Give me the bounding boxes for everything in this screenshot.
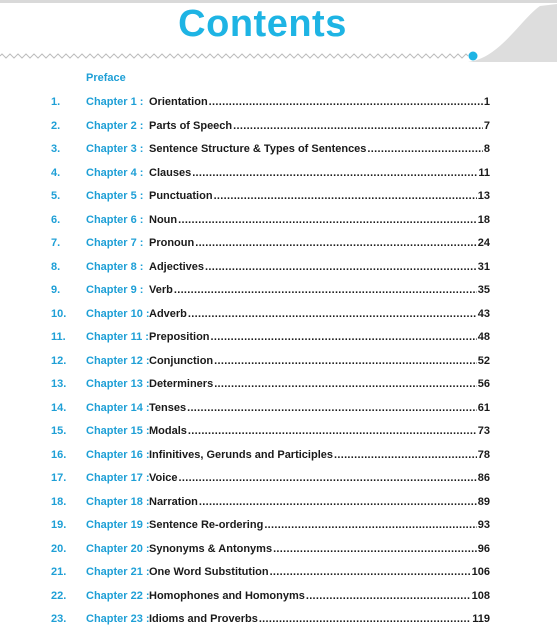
entry-topic: Clauses [149,166,192,179]
entry-line [149,118,490,134]
entry-chapter: Chapter 5 : [86,190,144,202]
entry-page: 13 [477,190,490,202]
dot-leader [259,611,471,627]
entry-chapter: Chapter 2 : [86,119,144,132]
dot-leader [179,470,477,486]
toc-entry [0,165,557,181]
entry-line [149,259,490,275]
entry-topic: Voice [149,472,178,484]
entry-line [149,611,490,627]
dot-leader [214,188,477,204]
entry-number: 5. [51,190,61,202]
entry-chapter: Chapter 16 : [86,448,150,461]
dot-leader [367,141,482,157]
entry-number: 3. [51,143,61,155]
entry-number: 9. [51,284,61,296]
entry-line [149,94,490,110]
dot-leader [205,259,477,275]
entry-number: 6. [51,213,61,226]
entry-page: 48 [477,331,490,343]
entry-line [149,235,490,251]
entry-number: 23. [51,613,67,625]
entry-line [149,329,490,345]
entry-chapter: Chapter 1 : [86,96,144,108]
dot-leader [174,282,477,298]
entry-topic: Synonyms & Antonyms [149,542,273,555]
entry-number: 18. [51,495,67,508]
dot-leader [214,376,477,392]
entry-page: 93 [477,519,490,531]
entry-page: 73 [477,425,490,437]
entry-chapter: Chapter 12 : [86,354,150,367]
entry-chapter: Chapter 3 : [86,143,144,155]
entry-topic: Modals [149,425,187,437]
entry-number: 22. [51,589,67,602]
dot-leader [178,212,477,228]
entry-line [149,588,490,604]
entry-topic: Sentence Re-ordering [149,519,264,531]
entry-line [149,306,490,322]
entry-chapter: Chapter 20 : [86,542,150,555]
entry-chapter: Chapter 21 : [86,566,150,578]
entry-page: 89 [477,495,490,508]
entry-number: 14. [51,401,67,414]
entry-chapter: Chapter 23 : [86,613,150,625]
entry-topic: Infinitives, Gerunds and Participles [149,448,333,461]
entry-chapter: Chapter 22 : [86,589,150,602]
toc-entry [0,588,557,604]
entry-page: 11 [478,166,490,179]
entry-chapter: Chapter 14 : [86,401,150,414]
entry-page: 78 [477,448,490,461]
entry-page: 7 [483,119,490,132]
entry-page: 18 [477,213,490,226]
dot-leader [209,94,483,110]
entry-page: 35 [477,284,490,296]
entry-line [149,141,490,157]
dot-leader [187,400,477,416]
entry-page: 108 [471,589,490,602]
dot-leader [214,353,477,369]
entry-topic: Tenses [149,401,187,414]
entry-chapter: Chapter 6 : [86,213,144,226]
entry-line [149,376,490,392]
entry-line [149,165,490,181]
toc-entry [0,118,557,134]
entry-topic: Pronoun [149,237,195,249]
entry-chapter: Chapter 13 : [86,378,150,390]
dot-leader [199,494,477,510]
entry-page: 1 [483,96,490,108]
entry-page: 61 [477,401,490,414]
entry-number: 12. [51,354,67,367]
page-title: Contents [178,3,347,45]
dot-leader [188,306,477,322]
entry-number: 4. [51,166,61,179]
toc-entry [0,611,557,627]
entry-page: 43 [477,307,490,320]
entry-chapter: Chapter 19 : [86,519,150,531]
entry-line [149,423,490,439]
entry-page: 52 [477,354,490,367]
toc-entry [0,517,557,533]
entry-line [149,282,490,298]
entry-chapter: Chapter 9 : [86,284,144,296]
toc-entry [0,282,557,298]
entry-topic: Idioms and Proverbs [149,613,258,625]
entry-topic: Punctuation [149,190,213,202]
entry-number: 11. [51,331,66,343]
entry-line [149,400,490,416]
entry-page: 96 [477,542,490,555]
entry-page: 56 [477,378,490,390]
entry-line [149,470,490,486]
toc-entry [0,259,557,275]
entry-page: 31 [477,260,490,273]
toc-entry [0,235,557,251]
toc-entry [0,494,557,510]
blue-dot-icon [469,52,478,61]
dot-leader [306,588,471,604]
entry-topic: Parts of Speech [149,119,233,132]
dot-leader [211,329,477,345]
dot-leader [270,564,471,580]
wavy-border [0,54,468,58]
entry-line [149,517,490,533]
dot-leader [334,447,477,463]
entry-topic: Conjunction [149,354,214,367]
entry-chapter: Chapter 18 : [86,495,150,508]
toc-entry [0,94,557,110]
toc-entry [0,188,557,204]
entry-number: 15. [51,425,67,437]
dot-leader [233,118,483,134]
preface-label: Preface [86,72,126,84]
toc-entry [0,541,557,557]
entry-number: 20. [51,542,67,555]
toc-entry [0,400,557,416]
entry-line [149,212,490,228]
toc-entry [0,376,557,392]
toc-entry [0,329,557,345]
entry-chapter: Chapter 7 : [86,237,144,249]
toc-entry [0,564,557,580]
entry-number: 21. [51,566,67,578]
entry-topic: One Word Substitution [149,566,269,578]
entry-page: 106 [471,566,490,578]
dot-leader [192,165,477,181]
entry-number: 17. [51,472,67,484]
entry-topic: Determiners [149,378,214,390]
entry-line [149,494,490,510]
entry-number: 1. [51,96,61,108]
dot-leader [195,235,477,251]
entry-topic: Homophones and Homonyms [149,589,305,602]
entry-number: 16. [51,448,67,461]
toc-entry [0,470,557,486]
entry-line [149,541,490,557]
entry-number: 8. [51,260,61,273]
toc-entry [0,141,557,157]
entry-topic: Orientation [149,96,208,108]
entry-page: 86 [477,472,490,484]
entry-chapter: Chapter 4 : [86,166,144,179]
entry-chapter: Chapter 11 : [86,331,149,343]
toc-entry [0,306,557,322]
entry-chapter: Chapter 17 : [86,472,150,484]
dot-leader [264,517,476,533]
dot-leader [188,423,477,439]
entry-line [149,188,490,204]
entry-chapter: Chapter 10 : [86,307,150,320]
entry-topic: Verb [149,284,173,296]
entry-number: 19. [51,519,67,531]
toc-entry [0,447,557,463]
entry-page: 24 [477,237,490,249]
entry-line [149,447,490,463]
entry-line [149,564,490,580]
entry-chapter: Chapter 15 : [86,425,150,437]
toc-entry [0,423,557,439]
entry-topic: Adverb [149,307,187,320]
toc-entry [0,212,557,228]
entry-page: 8 [483,143,490,155]
entry-page: 119 [472,613,490,625]
entry-topic: Adjectives [149,260,205,273]
entry-number: 10. [51,307,67,320]
entry-number: 13. [51,378,67,390]
dot-leader [273,541,477,557]
entry-topic: Preposition [149,331,210,343]
toc-entry [0,353,557,369]
entry-topic: Narration [149,495,198,508]
entry-chapter: Chapter 8 : [86,260,144,273]
entry-topic: Noun [149,213,178,226]
entry-number: 7. [51,237,61,249]
entry-number: 2. [51,119,61,132]
entry-topic: Sentence Structure & Types of Sentences [149,143,367,155]
entry-line [149,353,490,369]
